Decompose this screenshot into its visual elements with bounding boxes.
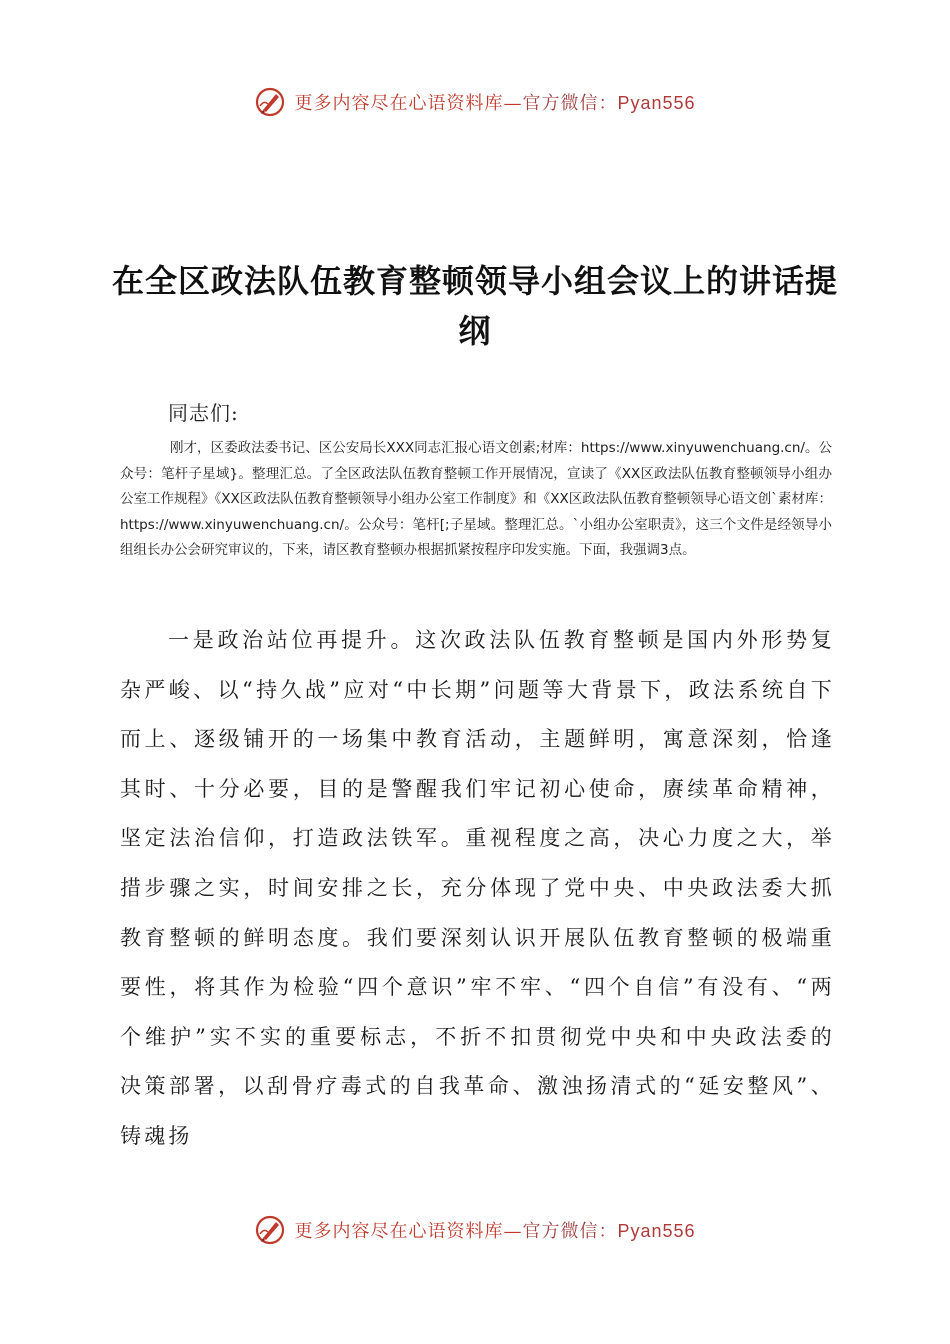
banner-text <box>294 89 695 115</box>
footer-banner <box>0 1208 950 1252</box>
pen-quill-logo-icon <box>254 86 286 118</box>
salutation: 同志们: <box>168 401 239 425</box>
intro-paragraph: 刚才，区委政法委书记、区公安局长XXX同志汇报心语文创素;材库：https://www.xinyuwenchuang.cn/。公众号：笔杆子星域}。整理汇总。了全区政法队伍教育整顿工作开展情况，宣读了《XX区政法队伍教育整顿领导小组办公室工作规程》《XX区政法队伍教育整顿领导小组办公室工作制度》和《XX区政法队伍教育整顿领导心语文创`素材库：https://www.xinyuwenchuang.cn/。公众号：笔杆[;子星域。整理汇总。`小组办公室职责》，这三个文件是经领导小组组长办公会研究审议的，下来，请区教育整顿办根据抓紧按程序印发实施。下面，我强调3点。 <box>120 440 832 558</box>
body-paragraph: 一是政治站位再提升。这次政法队伍教育整顿是国内外形势复杂严峻、以“持久战”应对“中长期”问题等大背景下，政法系统自下而上、逐级铺开的一场集中教育活动，主题鲜明，寓意深刻，恰逢其时、十分必要，目的是警醒我们牢记初心使命，赓续革命精神，坚定法治信仰，打造政法铁军。重视程度之高，决心力度之大，举措步骤之实，时间安排之长，充分体现了党中央、中央政法委大抓教育整顿的鲜明态度。我们要深刻认识开展队伍教育整顿的极端重要性，将其作为检验“四个意识”牢不牢、“四个自信”有没有、“两个维护”实不实的重要标志，不折不扣贯彻党中央和中央政法委的决策部署，以刮骨疗毒式的自我革命、激浊扬清式的“延安整风”、铸魂扬 <box>120 628 835 1148</box>
document-title: 在全区政法队伍教育整顿领导小组会议上的讲话提纲 <box>111 262 838 350</box>
banner-dash: — <box>503 93 523 114</box>
banner-main-text: 更多内容尽在心语资料库 <box>294 93 504 114</box>
banner-text <box>294 1217 695 1243</box>
pen-quill-logo-icon <box>254 1214 286 1246</box>
banner-wechat-id: Pyan556 <box>617 1221 696 1241</box>
header-banner <box>0 80 950 124</box>
banner-wechat-id: Pyan556 <box>617 93 696 113</box>
banner-dash: — <box>503 1221 523 1242</box>
banner-wechat-label: 官方微信： <box>522 1221 618 1242</box>
banner-main-text: 更多内容尽在心语资料库 <box>294 1221 504 1242</box>
banner-wechat-label: 官方微信： <box>522 93 618 114</box>
